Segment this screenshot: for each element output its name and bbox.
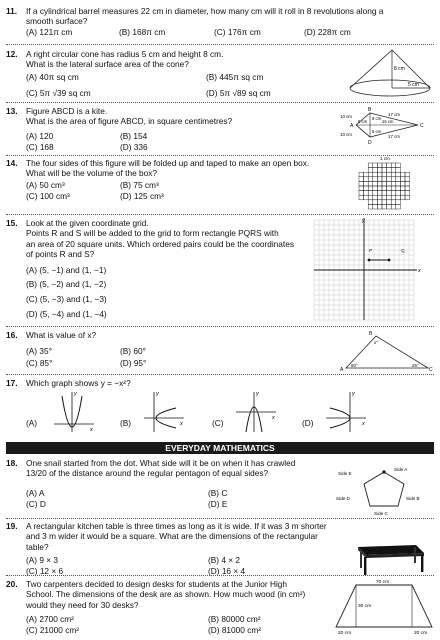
- divider: [6, 44, 434, 45]
- net-cell: [368, 200, 373, 205]
- point-label: Q: [401, 249, 405, 254]
- net-cell: [368, 186, 373, 191]
- net-cell: [391, 204, 396, 209]
- net-cell: [391, 177, 396, 182]
- option-c[interactable]: (C) 168: [26, 142, 54, 152]
- net-cell: [368, 163, 373, 168]
- side-label: Side D: [336, 496, 350, 501]
- option-a[interactable]: (A) 50 cm³: [26, 180, 65, 190]
- x-label: x: [180, 421, 183, 427]
- net-cell: [396, 168, 401, 173]
- option-a[interactable]: (A) 2700 cm²: [26, 614, 74, 624]
- net-cell: [368, 172, 373, 177]
- option-a[interactable]: (A) A: [26, 488, 45, 498]
- vertex-label: C: [429, 367, 433, 372]
- net-cell: [387, 195, 392, 200]
- question-text: [26, 378, 131, 388]
- question-12: [6, 49, 434, 101]
- question-number: 19.: [6, 521, 18, 531]
- option-a[interactable]: (A) 35°: [26, 346, 52, 356]
- net-cell: [373, 177, 378, 182]
- net-cell: [405, 172, 410, 177]
- section-banner: EVERYDAY MATHEMATICS: [6, 442, 434, 454]
- net-cell: [396, 177, 401, 182]
- question-17: [6, 378, 434, 436]
- net-cell: [400, 191, 405, 196]
- y-label: y: [156, 391, 159, 397]
- question-line: 13/20 of the distance around the regular pentagon of equal sides?: [26, 468, 269, 479]
- question-number: 20.: [6, 579, 18, 589]
- net-cell: [396, 181, 401, 186]
- question-text: [26, 158, 309, 179]
- option-c[interactable]: (C): [212, 418, 224, 428]
- net-cell: [405, 191, 410, 196]
- net-cell: [387, 204, 392, 209]
- question-20: [6, 579, 434, 639]
- question-line: table?: [26, 541, 49, 552]
- side-label: Side E: [338, 471, 352, 476]
- net-cell: [405, 181, 410, 186]
- net-cell: [368, 168, 373, 173]
- net-cell: [373, 163, 378, 168]
- net-cell: [396, 172, 401, 177]
- y-label: y: [256, 391, 259, 397]
- net-cell: [391, 200, 396, 205]
- net-cell: [400, 181, 405, 186]
- net-cell: [368, 191, 373, 196]
- x-axis-label: x: [418, 268, 421, 274]
- net-cell: [382, 191, 387, 196]
- option-a[interactable]: (A) 120: [26, 131, 54, 141]
- net-cell: [387, 177, 392, 182]
- option-b[interactable]: (B) 4 × 2: [208, 555, 241, 565]
- net-cell: [373, 195, 378, 200]
- net-cell: [400, 186, 405, 191]
- option-c[interactable]: (C) 21000 cm²: [26, 625, 80, 635]
- option-b[interactable]: (B) (5, −2) and (1, −2): [26, 279, 107, 289]
- net-cell: [387, 186, 392, 191]
- option-d[interactable]: (D) 5π √89 sq cm: [206, 88, 271, 98]
- net-cell: [359, 186, 364, 191]
- dimension-label: 20 cm: [338, 631, 352, 636]
- net-cell: [387, 163, 392, 168]
- unit-label: 1 cm: [380, 156, 390, 161]
- side-label: 10 cm: [340, 114, 352, 119]
- option-b[interactable]: (B) 168π cm: [119, 27, 166, 37]
- point-label: P: [369, 249, 373, 254]
- net-cell: [382, 186, 387, 191]
- net-cell: [387, 191, 392, 196]
- vertex-label: B: [368, 107, 372, 113]
- question-number: 17.: [6, 378, 18, 388]
- angle-label: x°: [374, 340, 379, 345]
- net-cell: [396, 195, 401, 200]
- x-label: x: [90, 427, 93, 433]
- net-cell: [382, 177, 387, 182]
- desk-figure: [334, 577, 434, 637]
- net-cell: [391, 191, 396, 196]
- option-c[interactable]: (C) 12 × 6: [26, 566, 64, 576]
- net-cell: [391, 186, 396, 191]
- net-cell: [373, 172, 378, 177]
- net-cell: [359, 195, 364, 200]
- net-cell: [382, 195, 387, 200]
- option-d[interactable]: (D) 81000 cm²: [208, 625, 262, 635]
- question-text: [26, 330, 96, 340]
- option-a[interactable]: (A) 9 × 3: [26, 555, 59, 565]
- option-b[interactable]: (B) 445π sq cm: [206, 72, 264, 82]
- question-line: What is the area of figure ABCD, in square centimetres?: [26, 116, 233, 127]
- table-figure: [350, 541, 428, 577]
- question-line: Two carpenters decided to design desks for students at the Junior High: [26, 579, 288, 589]
- segment-label: 15 cm: [382, 119, 394, 124]
- net-cell: [377, 163, 382, 168]
- question-text: [26, 6, 383, 27]
- option-b[interactable]: (B) C: [208, 488, 228, 498]
- question-11: [6, 6, 434, 46]
- net-cell: [377, 195, 382, 200]
- net-cell: [368, 181, 373, 186]
- side-label: 10 cm: [340, 132, 352, 137]
- net-cell: [391, 195, 396, 200]
- question-15: [6, 218, 434, 324]
- coordinate-grid-figure: [312, 216, 424, 322]
- net-cell: [364, 177, 369, 182]
- question-line: smooth surface?: [26, 16, 88, 27]
- net-cell: [377, 168, 382, 173]
- option-a[interactable]: (A): [26, 418, 38, 428]
- option-c[interactable]: (C) 100 cm³: [26, 191, 70, 201]
- option-a[interactable]: (A) 121π cm: [26, 27, 73, 37]
- net-cell: [382, 163, 387, 168]
- dimension-label: 20 cm: [414, 631, 428, 636]
- net-cell: [382, 168, 387, 173]
- question-text: [26, 218, 294, 259]
- question-line: Points R and S will be added to the grid to form rectangle PQRS with: [26, 228, 279, 239]
- net-cell: [359, 177, 364, 182]
- question-number: 16.: [6, 330, 18, 340]
- y-label: y: [74, 391, 77, 397]
- question-line: A right circular cone has radius 5 cm and height 8 cm.: [26, 49, 224, 59]
- net-cell: [396, 186, 401, 191]
- net-cell: [373, 181, 378, 186]
- question-text: [26, 49, 223, 70]
- y-axis-label: y: [362, 218, 365, 224]
- net-cell: [387, 200, 392, 205]
- question-line: What is value of x?: [26, 330, 97, 340]
- side-label: Side A: [394, 467, 408, 472]
- net-cell: [396, 163, 401, 168]
- question-number: 15.: [6, 218, 18, 228]
- net-cell: [364, 181, 369, 186]
- net-cell: [396, 200, 401, 205]
- vertex-label: A: [350, 123, 354, 129]
- x-label: x: [362, 421, 365, 427]
- graph-c[interactable]: [232, 388, 278, 434]
- option-d[interactable]: (D) 228π cm: [304, 27, 351, 37]
- net-cell: [391, 163, 396, 168]
- net-cell: [382, 204, 387, 209]
- vertex-label: D: [368, 140, 372, 146]
- net-cell: [382, 172, 387, 177]
- question-line: and 3 m wider it would be a square. What are the dimensions of the rectangular: [26, 531, 318, 542]
- question-19: [6, 521, 434, 575]
- net-cell: [364, 195, 369, 200]
- net-cell: [364, 191, 369, 196]
- graph-d[interactable]: [322, 388, 368, 434]
- net-cell: [377, 191, 382, 196]
- option-c[interactable]: (C) 176π cm: [214, 27, 261, 37]
- question-14: [6, 158, 434, 212]
- question-line: an area of 20 square units. Which ordered pairs could be the coordinates: [26, 238, 294, 249]
- net-cell: [373, 204, 378, 209]
- option-d[interactable]: (D) (5, −4) and (1, −4): [26, 309, 107, 319]
- question-number: 14.: [6, 158, 18, 168]
- height-label: 8 cm: [394, 66, 405, 72]
- option-d[interactable]: (D) 95°: [120, 358, 147, 368]
- net-cell: [373, 168, 378, 173]
- cone-figure: [344, 48, 434, 100]
- net-cell: [377, 204, 382, 209]
- y-label: y: [352, 391, 355, 397]
- question-text: [26, 579, 305, 610]
- option-a[interactable]: (A) 40π sq cm: [26, 72, 79, 82]
- net-cell: [387, 168, 392, 173]
- vertex-label: C: [420, 123, 424, 129]
- option-d[interactable]: (D): [302, 418, 314, 428]
- net-cell: [377, 181, 382, 186]
- net-cell: [368, 204, 373, 209]
- dimension-label: 70 cm: [376, 580, 390, 585]
- option-c[interactable]: (C) 5π √39 sq cm: [26, 88, 91, 98]
- net-cell: [387, 172, 392, 177]
- question-line: A rectangular kitchen table is three times as long as it is wide. If it was 3 m shorter: [26, 521, 327, 531]
- option-b[interactable]: (B) 154: [120, 131, 148, 141]
- option-d[interactable]: (D) 125 cm³: [120, 191, 164, 201]
- angle-label: 25°: [412, 363, 419, 368]
- question-line: Which graph shows y = −x²?: [26, 378, 131, 388]
- net-cell: [377, 172, 382, 177]
- net-cell: [377, 200, 382, 205]
- divider: [6, 326, 434, 327]
- net-cell: [382, 181, 387, 186]
- vertex-label: B: [369, 331, 373, 337]
- net-cell: [359, 172, 364, 177]
- side-label: 17 cm: [388, 112, 400, 117]
- option-d[interactable]: (D) 16 × 4: [208, 566, 246, 576]
- side-label: Side C: [374, 511, 388, 516]
- divider: [6, 518, 434, 519]
- divider: [6, 575, 434, 576]
- question-number: 13.: [6, 106, 18, 116]
- net-cell: [359, 191, 364, 196]
- question-number: 12.: [6, 49, 18, 59]
- net-cell: [368, 195, 373, 200]
- question-line: Figure ABCD is a kite.: [26, 106, 108, 116]
- net-cell: [400, 172, 405, 177]
- net-cell: [405, 195, 410, 200]
- net-cell: [396, 204, 401, 209]
- net-cell: [368, 177, 373, 182]
- net-cell: [382, 200, 387, 205]
- net-cell: [373, 186, 378, 191]
- question-line: One snail started from the dot. What side will it be on when it has crawled: [26, 458, 296, 468]
- divider: [6, 214, 434, 215]
- question-13: [6, 106, 434, 154]
- question-line: The four sides of this figure will be folded up and taped to make an open box.: [26, 158, 310, 168]
- option-b[interactable]: (B): [120, 418, 132, 428]
- x-label: x: [272, 415, 275, 421]
- segment-label: 8 cm: [372, 116, 382, 121]
- net-cell: [405, 186, 410, 191]
- graph-a[interactable]: [50, 388, 96, 434]
- net-cell: [391, 168, 396, 173]
- question-line: would they need for 30 desks?: [26, 599, 139, 610]
- question-line: of points R and S?: [26, 248, 95, 259]
- question-number: 18.: [6, 458, 18, 468]
- option-b[interactable]: (B) 75 cm³: [120, 180, 159, 190]
- question-line: Look at the given coordinate grid.: [26, 218, 149, 228]
- vertex-label: A: [340, 367, 344, 372]
- net-cell: [400, 195, 405, 200]
- option-b[interactable]: (B) 80000 cm²: [208, 614, 261, 624]
- kite-figure: [336, 103, 434, 153]
- question-number: 11.: [6, 6, 18, 16]
- net-cell: [377, 186, 382, 191]
- net-cell: [364, 172, 369, 177]
- question-text: [26, 106, 232, 127]
- net-cell: [391, 172, 396, 177]
- radius-label: 5 cm: [408, 82, 419, 88]
- question-16: [6, 330, 434, 374]
- divider: [6, 374, 434, 375]
- question-line: What will be the volume of the box?: [26, 168, 157, 179]
- net-cell: [377, 177, 382, 182]
- question-line: School. The dimensions of the desk are as shown. How much wood (in cm²): [26, 589, 306, 600]
- question-line: What is the lateral surface area of the cone?: [26, 59, 189, 70]
- question-text: [26, 521, 327, 552]
- pentagon-figure: [334, 462, 434, 524]
- option-c[interactable]: (C) D: [26, 499, 46, 509]
- box-net-figure: [356, 155, 416, 211]
- side-label: 17 cm: [388, 134, 400, 139]
- option-a[interactable]: (A) (5, −1) and (1, −1): [26, 265, 107, 275]
- net-cell: [387, 181, 392, 186]
- net-cell: [364, 186, 369, 191]
- net-cell: [373, 191, 378, 196]
- triangle-figure: [338, 328, 436, 372]
- option-d[interactable]: (D) 336: [120, 142, 148, 152]
- question-line: If a cylindrical barrel measures 22 cm in diameter, how many cm will it roll in 8 revolutions along a: [26, 6, 384, 16]
- net-cell: [396, 191, 401, 196]
- dimension-label: 30 cm: [358, 604, 372, 609]
- net-cell: [405, 177, 410, 182]
- question-18: [6, 458, 434, 520]
- segment-label: 6 cm: [358, 119, 368, 124]
- side-label: Side B: [406, 496, 420, 501]
- net-cell: [400, 177, 405, 182]
- option-b[interactable]: (B) 60°: [120, 346, 146, 356]
- option-d[interactable]: (D) E: [208, 499, 228, 509]
- angle-label: 60°: [351, 363, 358, 368]
- net-cell: [391, 181, 396, 186]
- net-cell: [373, 200, 378, 205]
- net-cell: [359, 181, 364, 186]
- graph-b[interactable]: [140, 388, 186, 434]
- segment-label: 8 cm: [372, 129, 382, 134]
- option-c[interactable]: (C) (5, −3) and (1, −3): [26, 294, 107, 304]
- option-c[interactable]: (C) 85°: [26, 358, 53, 368]
- question-text: [26, 458, 295, 479]
